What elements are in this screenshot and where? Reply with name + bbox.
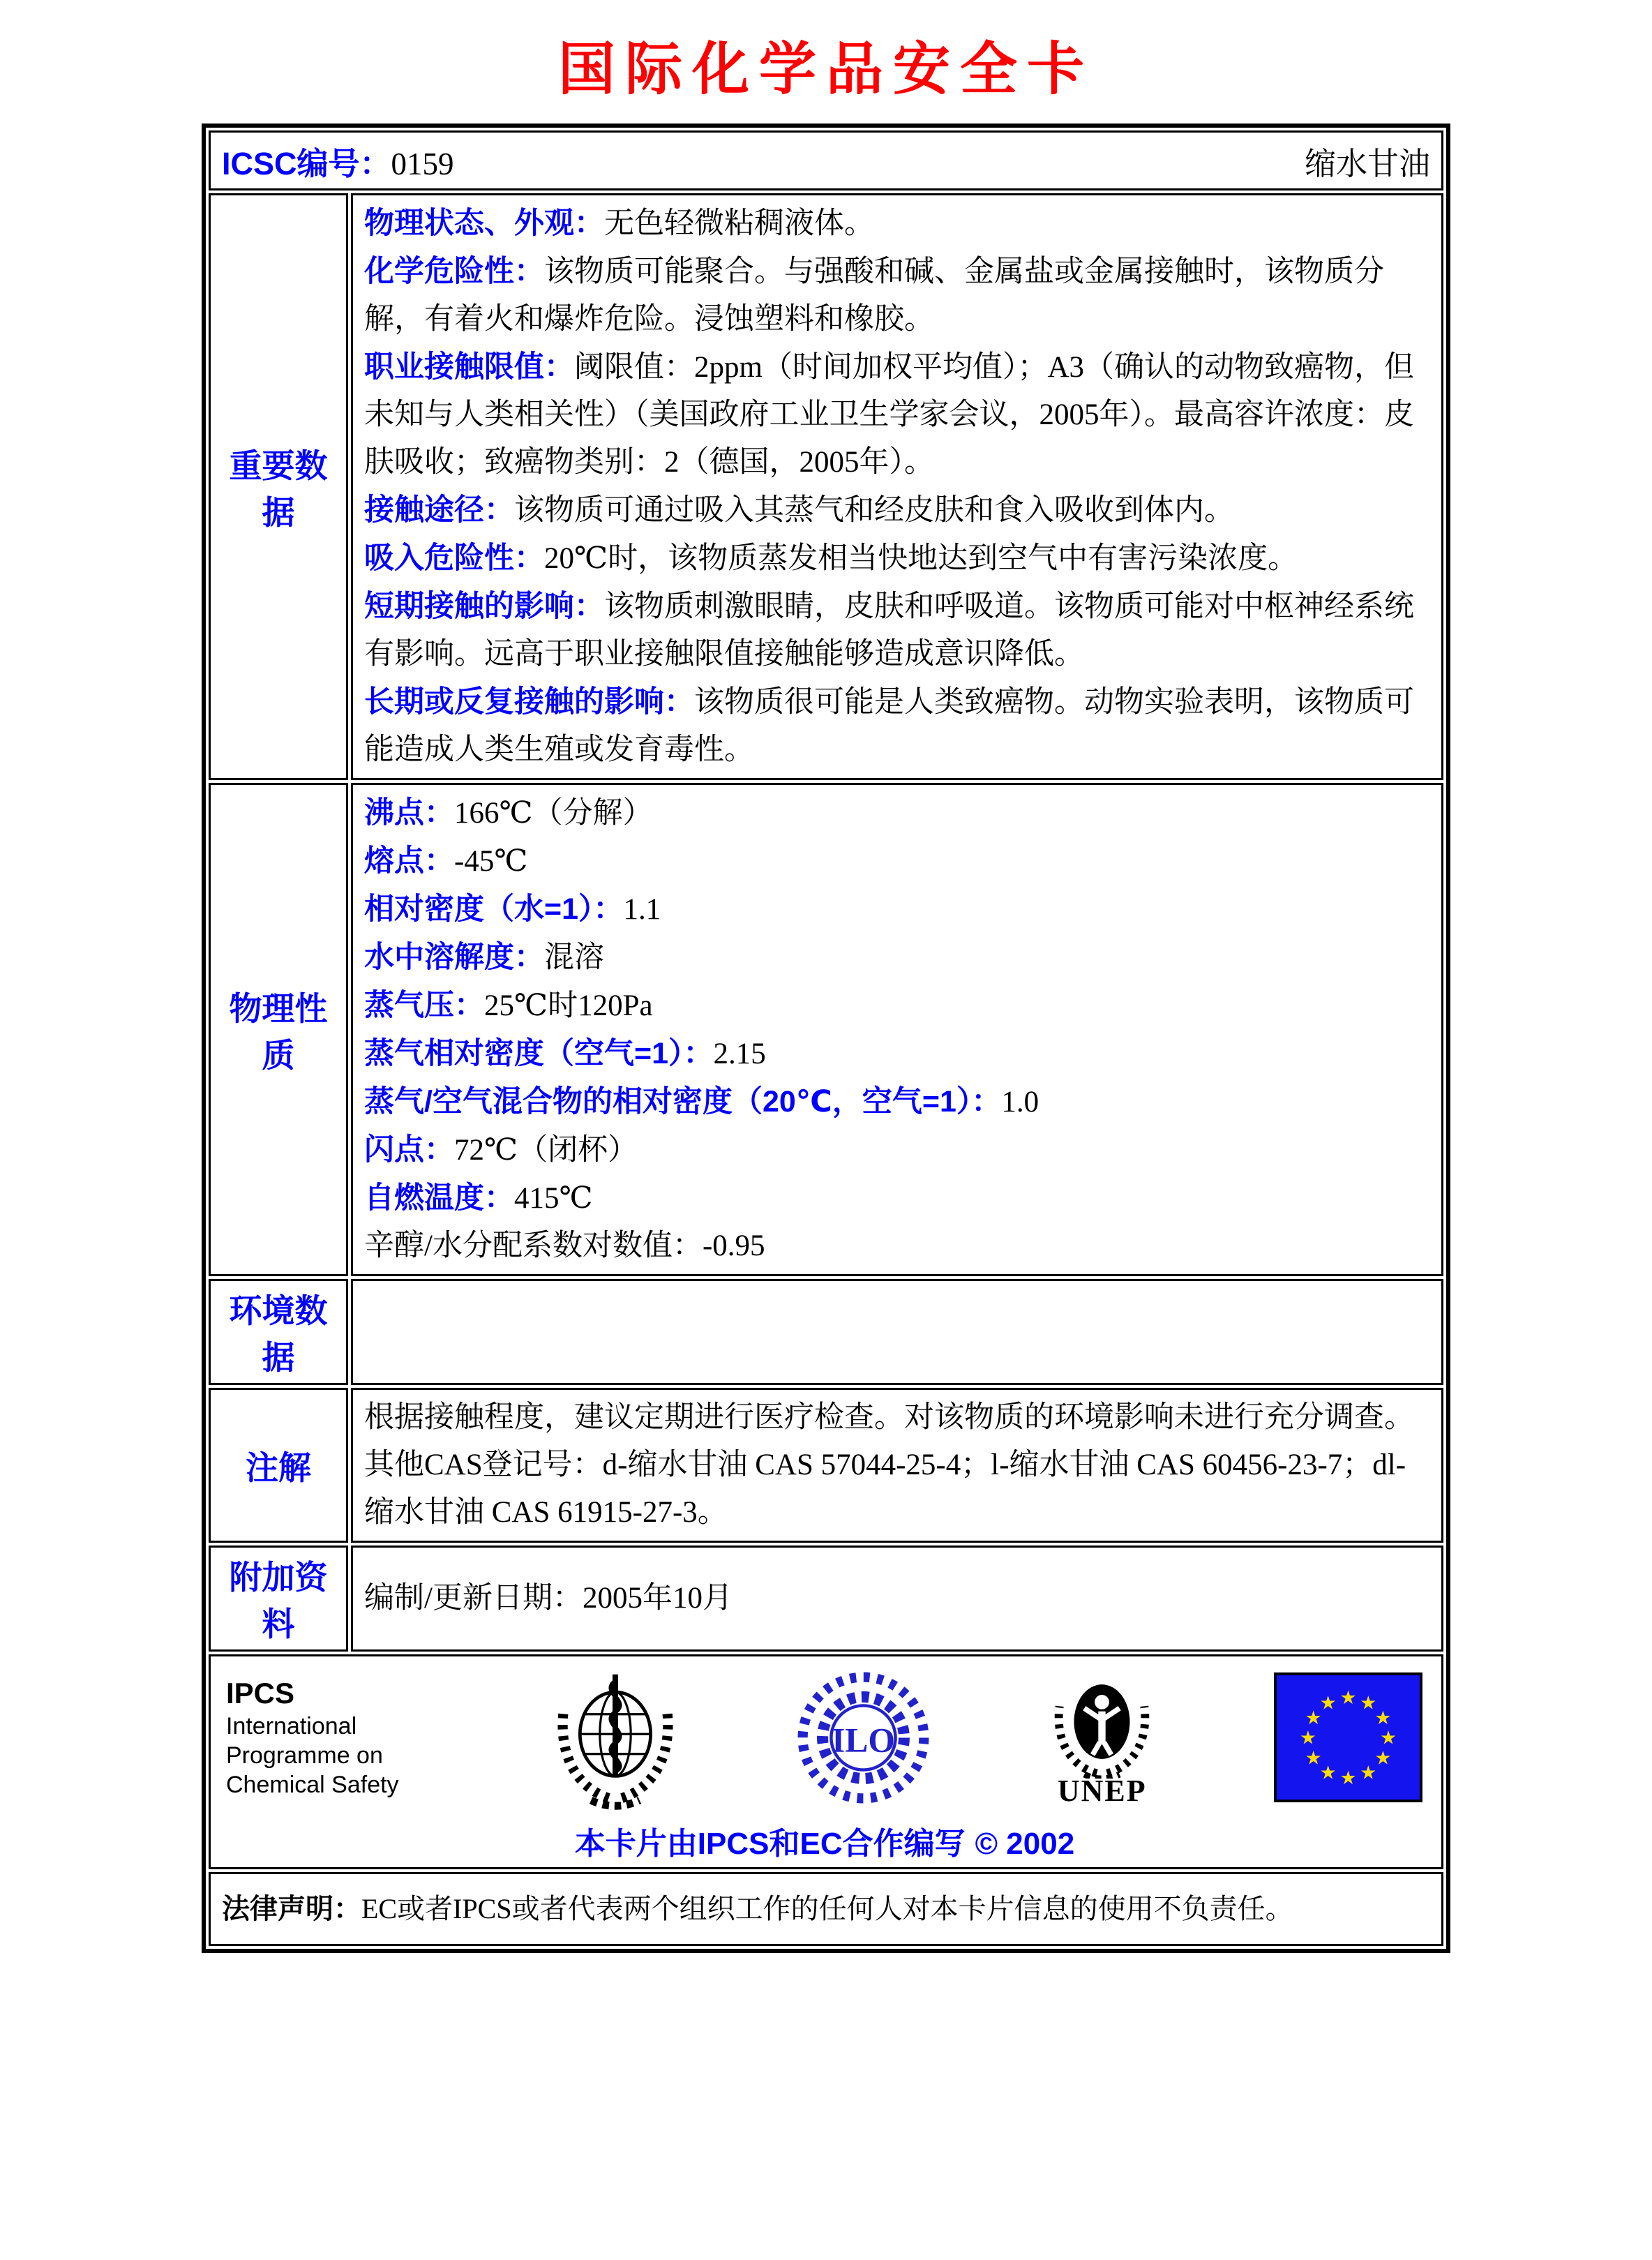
- icsc-number-label: ICSC编号：: [222, 145, 391, 181]
- field-label: 水中溶解度：: [364, 941, 544, 974]
- important-item: [364, 200, 1430, 248]
- icsc-card-table: [202, 124, 1450, 1953]
- svg-text:★: ★: [1360, 1762, 1377, 1784]
- environmental-data-content: [351, 1279, 1443, 1385]
- svg-text:★: ★: [1339, 1767, 1357, 1790]
- who-logo-icon: [549, 1663, 682, 1811]
- important-item: [364, 248, 1430, 343]
- legal-text: EC或者IPCS或者代表两个组织工作的任何人对本卡片信息的使用不负责任。: [361, 1893, 1293, 1924]
- field-label: 接触途径：: [364, 493, 514, 527]
- section-label-physical-properties: 物理性质: [209, 783, 348, 1276]
- notes-content: 根据接触程度，建议定期进行医疗检查。对该物质的环境影响未进行充分调查。其他CAS登记号：d-缩水甘油 CAS 57044-25-4；l-缩水甘油 CAS 60456-23-7；dl-缩水甘油 CAS 61915-27-3。: [351, 1388, 1443, 1543]
- field-value: 1.0: [1001, 1086, 1039, 1118]
- svg-text:★: ★: [1360, 1692, 1377, 1714]
- field-label: 吸入危险性：: [364, 541, 544, 575]
- page-title: 国际化学品安全卡: [557, 36, 1094, 103]
- field-value: 415℃: [514, 1182, 593, 1215]
- icsc-number-value: 0159: [391, 146, 454, 181]
- environmental-data-row: [209, 1279, 1443, 1385]
- section-label-environmental-data: 环境数据: [209, 1279, 348, 1385]
- icsc-number-group: [222, 138, 454, 184]
- field-label: 化学危险性：: [364, 255, 544, 288]
- additional-info-content: 编制/更新日期：2005年10月: [351, 1546, 1443, 1652]
- field-value: 2.15: [713, 1038, 766, 1070]
- important-item: [364, 534, 1430, 583]
- physical-item: [364, 789, 1430, 837]
- field-value: 25℃时120Pa: [484, 989, 653, 1022]
- physical-item: [364, 1222, 1430, 1270]
- unep-logo-block: [1044, 1667, 1159, 1809]
- physical-item: [364, 982, 1430, 1030]
- ilo-label: ILO: [831, 1721, 895, 1760]
- svg-text:★: ★: [1319, 1762, 1337, 1784]
- notes-row: [209, 1388, 1443, 1543]
- field-value: 1.1: [623, 893, 661, 926]
- section-label-additional-info: 附加资料: [209, 1546, 348, 1652]
- svg-text:★: ★: [1380, 1727, 1397, 1749]
- field-value: 166℃（分解）: [454, 797, 653, 830]
- svg-text:★: ★: [1374, 1707, 1392, 1729]
- field-label: 蒸气相对密度（空气=1）：: [364, 1037, 714, 1070]
- important-item: [364, 583, 1430, 678]
- section-label-notes: 注解: [209, 1388, 348, 1543]
- field-label: 闪点：: [364, 1133, 454, 1167]
- field-value: 该物质刺激眼睛，皮肤和呼吸道。该物质可能对中枢神经系统有影响。远高于职业接触限值接触能够造成意识降低。: [364, 590, 1414, 671]
- svg-text:★: ★: [1299, 1727, 1316, 1749]
- unep-logo-icon: [1044, 1667, 1159, 1779]
- ipcs-line: Chemical Safety: [226, 1772, 399, 1798]
- field-label: 物理状态、外观：: [364, 207, 604, 240]
- important-item: [364, 486, 1430, 534]
- additional-info-row: [209, 1546, 1443, 1652]
- credit-line: [226, 1818, 1423, 1863]
- field-value: 该物质可能聚合。与强酸和碱、金属盐或金属接触时，该物质分解，有着火和爆炸危险。浸蚀塑料和橡胶。: [364, 255, 1384, 336]
- svg-text:★: ★: [1374, 1747, 1392, 1769]
- field-label: 蒸气/空气混合物的相对密度（20℃，空气=1）：: [364, 1085, 1002, 1118]
- field-value: 无色轻微粘稠液体。: [604, 207, 874, 240]
- svg-text:★: ★: [1305, 1707, 1322, 1729]
- credit-text: 本卡片由IPCS和EC合作编写: [574, 1827, 966, 1861]
- field-label: 职业接触限值：: [364, 350, 574, 384]
- ilo-logo-icon: [795, 1670, 931, 1806]
- header-cell: [209, 130, 1443, 190]
- logos-cell: [209, 1654, 1443, 1869]
- field-label: 相对密度（水=1）：: [364, 892, 624, 926]
- physical-item: [364, 1174, 1430, 1222]
- copyright-text: © 2002: [975, 1827, 1075, 1861]
- section-label-important-data: 重要数据: [209, 193, 348, 780]
- field-label: 短期接触的影响：: [364, 590, 604, 623]
- field-value: -0.95: [702, 1229, 765, 1262]
- field-value: -45℃: [454, 845, 528, 878]
- header-row: [209, 130, 1443, 190]
- important-item: [364, 343, 1430, 486]
- svg-text:★: ★: [1305, 1747, 1322, 1769]
- logos-row: [209, 1654, 1443, 1869]
- field-value: 72℃（闭杯）: [454, 1134, 638, 1167]
- ipcs-text-block: [226, 1675, 435, 1799]
- unep-label: UNEP: [1057, 1773, 1147, 1808]
- legal-label: 法律声明：: [222, 1894, 361, 1924]
- ipcs-acronym: IPCS: [226, 1677, 295, 1709]
- physical-item: [364, 885, 1430, 934]
- physical-item: [364, 1126, 1430, 1174]
- physical-properties-content: [351, 783, 1443, 1276]
- legal-row: [209, 1872, 1443, 1946]
- field-label: 辛醇/水分配系数对数值：: [364, 1229, 703, 1262]
- field-value: 该物质很可能是人类致癌物。动物实验表明，该物质可能造成人类生殖或发育毒性。: [364, 686, 1414, 766]
- field-value: 混溶: [544, 941, 604, 974]
- field-value: 20℃时，该物质蒸发相当快地达到空气中有害污染浓度。: [544, 542, 1298, 575]
- chemical-name: 缩水甘油: [1304, 146, 1430, 181]
- physical-item: [364, 1030, 1430, 1078]
- svg-text:★: ★: [1319, 1692, 1337, 1714]
- field-value: 该物质可通过吸入其蒸气和经皮肤和食入吸收到体内。: [514, 494, 1234, 527]
- field-label: 自燃温度：: [364, 1181, 514, 1215]
- physical-properties-row: [209, 783, 1443, 1276]
- field-value: 阈限值：2ppm（时间加权平均值）；A3（确认的动物致癌物，但未知与人类相关性）（美国政府工业卫生学家会议，2005年）。最高容许浓度：皮肤吸收；致癌物类别：2（德国，2005年）。: [364, 351, 1414, 479]
- ipcs-line: Programme on: [226, 1742, 383, 1769]
- physical-item: [364, 837, 1430, 885]
- field-label: 沸点：: [364, 796, 454, 830]
- field-label: 熔点：: [364, 844, 454, 878]
- important-data-content: [351, 193, 1443, 780]
- field-label: 蒸气压：: [364, 989, 484, 1022]
- physical-item: [364, 1078, 1430, 1126]
- legal-cell: [209, 1872, 1443, 1946]
- svg-text:★: ★: [1339, 1687, 1357, 1709]
- physical-item: [364, 934, 1430, 982]
- field-label: 长期或反复接触的影响：: [364, 685, 694, 719]
- important-data-row: [209, 193, 1443, 780]
- ipcs-line: International: [226, 1713, 357, 1739]
- eu-flag-icon: [1273, 1672, 1423, 1803]
- important-item: [364, 678, 1430, 774]
